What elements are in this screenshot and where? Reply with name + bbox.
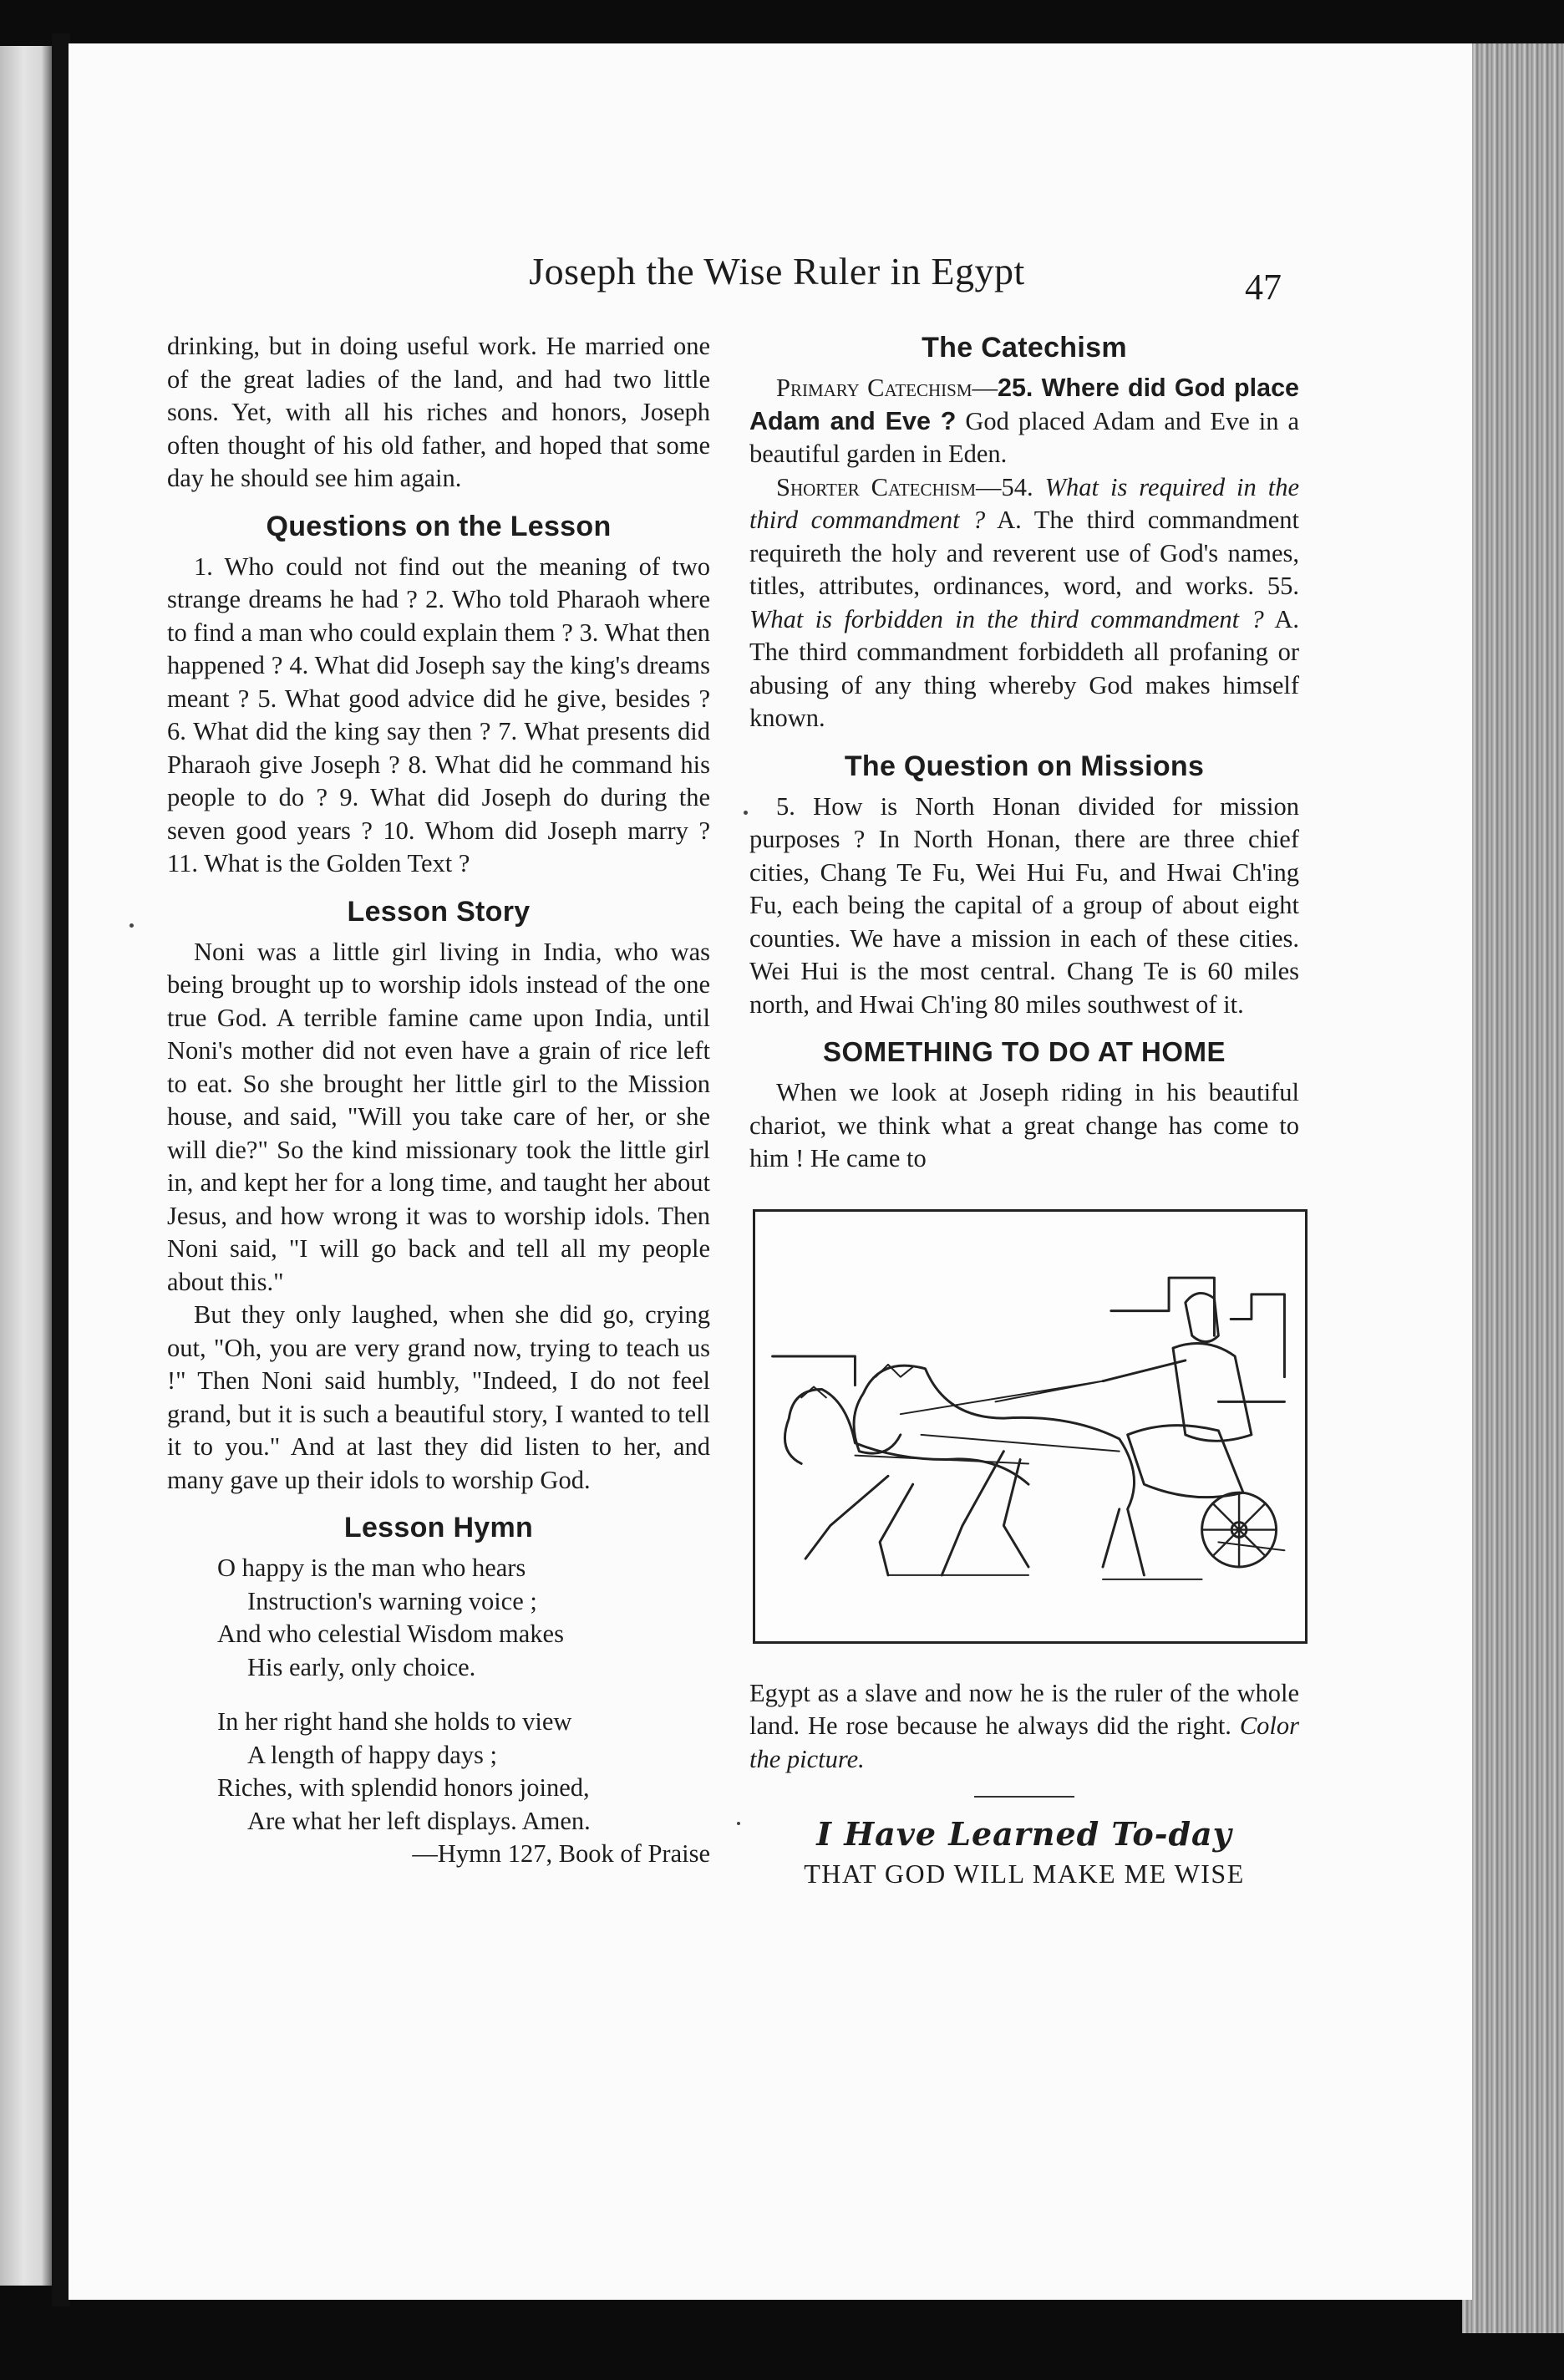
shorter-answer-54: A. The third commandment requireth the holy and reverent use of God's names, titles, attributes, ordinances, word, and works. (749, 506, 1299, 600)
facing-page-edge (0, 46, 52, 2286)
chariot-illustration (753, 1209, 1308, 1644)
home-text-after-body: Egypt as a slave and now he is the ruler of the whole land. He rose because he always did the right. (749, 1678, 1299, 1740)
questions-text: 1. Who could not find out the meaning of two strange dreams he had ? 2. Who told Pharaoh where to find a man who could explain them ? 3. What then happened ? 4. What did Joseph say the king's dreams meant ? 5. What good advice did he give, besides ? 6. What did the king say then ? 7. What presents did Pharaoh give Joseph ? 8. What did he command his people to do ? 9. What did Joseph do during the seven good years ? 10. Whom did Joseph marry ? 11. What is the Golden Text ? (167, 552, 710, 877)
shorter-catechism (749, 471, 1299, 735)
primary-catechism (749, 372, 1299, 471)
story-paragraph-1: Noni was a little girl living in India, who was being brought up to worship idols instead of the one true God. A terrible famine came upon India, until Noni's mother did not even have a grain of rice left to eat. So she brought her little girl to the Mission house, and said, "Will you take care of her, or she will die?" So the kind missionary took the little girl in, and kept her for a long time, and taught her about Jesus, and how wrong it was to worship idols. Then Noni said, "I will go back and tell all my people about this." (167, 937, 710, 1296)
driver-arm (1103, 1360, 1186, 1381)
running-title: Joseph the Wise Ruler in Egypt (529, 250, 1025, 292)
building-outline (1111, 1278, 1215, 1335)
primary-answer: God placed Adam and Eve in a beautiful garden in Eden. (749, 406, 1300, 468)
missions-heading: The Question on Missions (844, 750, 1205, 782)
hymn-attribution: —Hymn 127, Book of Praise (412, 1839, 710, 1868)
story-paragraph-2: But they only laughed, when she did go, crying out, "Oh, you are very grand now, trying to teach us !" Then Noni said humbly, "Indeed, I do not feel grand, but it is such a beautiful story, I wanted to tell it to you." And at last they did listen to her, and many gave up their idols to worship God. (167, 1300, 710, 1494)
hymn-line: Instruction's warning voice ; (247, 1586, 537, 1615)
building-outline (1231, 1294, 1284, 1376)
home-text-before: When we look at Joseph riding in his beautiful chariot, we think what a great change has come to him ! He came to (749, 1078, 1299, 1172)
print-speck (129, 923, 134, 928)
missions-text: 5. How is North Honan divided for mission purposes ? In North Honan, there are three chief cities, Chang Te Fu, Wei Hui Fu, and Hwai Ch'ing Fu, each being the capital of a group of about eight counties. We have a mission in each of these cities. Wei Hui is the most central. Chang Te is 60 miles north, and Hwai Ch'ing 80 miles southwest of it. (749, 791, 1299, 1019)
hymn-line: Are what her left displays. Amen. (247, 1806, 591, 1835)
print-speck (737, 1822, 740, 1825)
hymn-line: Riches, with splendid honors joined, (217, 1773, 590, 1802)
shorter-number-55: 55. (1267, 572, 1300, 600)
opening-paragraph: drinking, but in doing useful work. He married one of the great ladies of the land, and had two little sons. Yet, with all his riches and honors, Joseph often thought of his old father, and hoped that some day he should see him again. (167, 332, 710, 492)
primary-catechism-label: Primary Catechism— (776, 374, 998, 402)
shorter-question-55: What is forbidden in the third commandment ? (749, 604, 1264, 633)
home-activity-heading: SOMETHING TO DO AT HOME (822, 1036, 1226, 1067)
book-gutter (52, 33, 70, 2306)
divider-rule (974, 1796, 1074, 1798)
hymn-line: His early, only choice. (247, 1652, 476, 1681)
catechism-heading: The Catechism (922, 332, 1127, 364)
learned-today-heading: I Have Learned To-day (816, 1815, 1232, 1853)
learned-today-text: THAT GOD WILL MAKE ME WISE (804, 1858, 1245, 1889)
left-column (167, 330, 710, 1871)
page-number: 47 (1245, 267, 1282, 308)
shorter-answer-55: A. The third commandment forbiddeth all profaning or abusing of any thing whereby God makes himself known. (749, 604, 1299, 732)
hymn-line: And who celestial Wisdom makes (217, 1620, 564, 1648)
right-column (749, 330, 1299, 1890)
driver-robe (1173, 1343, 1252, 1441)
home-text-after (749, 1677, 1299, 1777)
lesson-hymn-heading: Lesson Hymn (343, 1512, 534, 1543)
print-speck (744, 811, 748, 815)
shorter-question-54: What is required in the third commandment ? (749, 472, 1300, 534)
shorter-number-54: —54. (976, 472, 1033, 501)
hymn-line: In her right hand she holds to view (217, 1707, 572, 1736)
lesson-story-heading: Lesson Story (347, 895, 531, 928)
shorter-catechism-label: Shorter Catechism (776, 472, 977, 501)
questions-heading: Questions on the Lesson (266, 510, 612, 542)
wall-line (773, 1355, 856, 1385)
home-instruction: Color the picture. (749, 1711, 1299, 1773)
primary-question: 25. Where did God place Adam and Eve ? (749, 374, 1299, 435)
hymn-line: A length of happy days ; (247, 1740, 498, 1769)
page-stack-edge (1462, 43, 1564, 2333)
hymn (217, 1552, 710, 1838)
hymn-line: O happy is the man who hears (217, 1554, 526, 1582)
horse-front (854, 1365, 1144, 1575)
